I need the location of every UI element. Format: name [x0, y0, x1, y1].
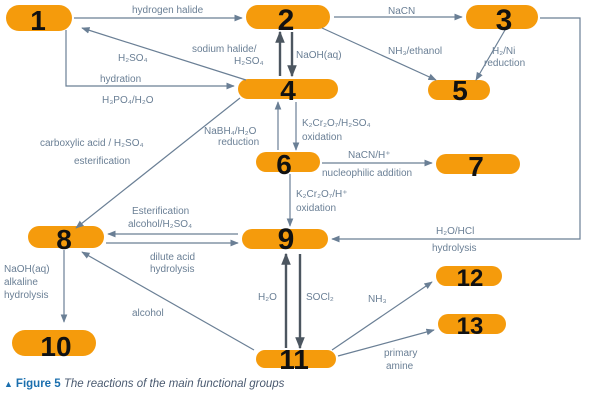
node-11-number: 11	[279, 344, 309, 375]
node-6-number: 6	[276, 149, 292, 180]
label-nh3-ethanol: NH₃/ethanol	[388, 46, 443, 57]
figure-number: Figure 5	[15, 378, 61, 390]
label-nacn-h: NaCN/H⁺	[348, 150, 391, 161]
node-4-number: 4	[280, 75, 296, 106]
label-k2cr2o7-h2so4: K₂Cr₂O₇/H₂SO₄	[302, 118, 371, 129]
figure-caption-text: The reactions of the main functional groups	[63, 378, 285, 390]
node-2-number: 2	[277, 4, 295, 37]
label-h3po4: H₃PO₄/H₂O	[102, 95, 154, 106]
label-carboxylic-acid: carboxylic acid / H₂SO₄	[40, 138, 144, 149]
label-reduction-3-5: reduction	[484, 58, 526, 69]
label-reduction-6-4: reduction	[218, 137, 260, 148]
node-7-number: 7	[468, 151, 484, 182]
label-amine: amine	[386, 361, 414, 372]
label-dilute-acid: dilute acid	[150, 252, 196, 263]
figure-caption	[4, 378, 284, 390]
label-nh3-11-12: NH₃	[368, 294, 387, 305]
node-8-number: 8	[56, 224, 72, 255]
label-h2-ni: H₂/Ni	[492, 46, 516, 57]
label-h2so4: H₂SO₄	[118, 53, 148, 64]
caption-triangle-icon: ▲	[4, 379, 13, 389]
arrow-1-to-4	[66, 30, 234, 86]
label-sodium-halide-acid: H₂SO₄	[234, 56, 264, 67]
label-sodium-halide: sodium halide/	[192, 44, 257, 55]
label-oxidation-6-9: oxidation	[296, 203, 337, 214]
label-naoh-aq-8-10: NaOH(aq)	[4, 264, 50, 275]
label-alcohol-h2so4: alcohol/H₂SO₄	[128, 219, 193, 230]
label-esterification-4-8: esterification	[74, 156, 131, 167]
label-h2o-hcl: H₂O/HCl	[436, 226, 475, 237]
node-12-number: 12	[456, 265, 484, 292]
label-primary: primary	[384, 348, 418, 359]
label-nucleophilic-addition: nucleophilic addition	[322, 168, 413, 179]
label-oxidation-4-6: oxidation	[302, 132, 343, 143]
label-esterification-9-8: Esterification	[132, 206, 190, 217]
label-hydrolysis-8-9: hydrolysis	[150, 264, 195, 275]
label-socl2: SOCl₂	[306, 292, 334, 303]
node-13-number: 13	[456, 313, 484, 340]
node-1-number: 1	[30, 5, 46, 36]
label-h2o-11-9: H₂O	[258, 292, 277, 303]
label-hydrolysis-8-10: hydrolysis	[4, 290, 49, 301]
node-5-number: 5	[452, 75, 468, 106]
label-k2cr2o7-h: K₂Cr₂O₇/H⁺	[296, 189, 348, 200]
label-hydration: hydration	[100, 74, 142, 85]
label-nabh4: NaBH₄/H₂O	[204, 126, 257, 137]
label-hydrolysis-3-9: hydrolysis	[432, 243, 477, 254]
node-10-number: 10	[40, 331, 72, 362]
label-alkaline: alkaline	[4, 277, 38, 288]
label-naoh-aq: NaOH(aq)	[296, 50, 342, 61]
label-alcohol-11-8: alcohol	[132, 308, 164, 319]
node-9-number: 9	[277, 223, 295, 256]
arrow-11-to-12	[332, 282, 432, 350]
node-3-number: 3	[495, 4, 513, 37]
label-hydrogen-halide: hydrogen halide	[132, 5, 204, 16]
label-nacn: NaCN	[388, 6, 416, 17]
